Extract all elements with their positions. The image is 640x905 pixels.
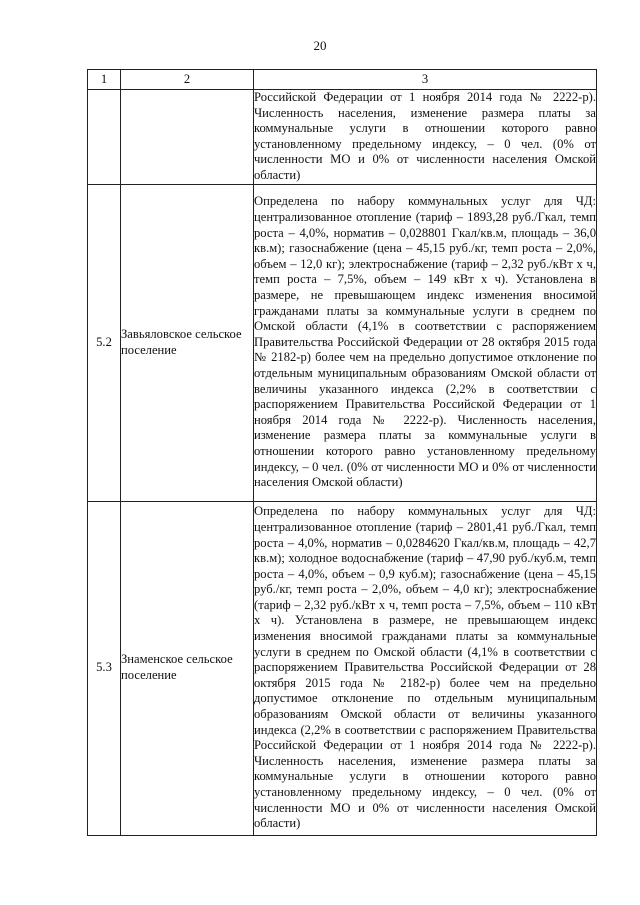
row-number-cell: 5.2 bbox=[88, 184, 121, 501]
description-text: Определена по набору коммунальных услуг для ЧД: централизованное отопление (тариф – 1893,28 руб./Гкал, темп роста – 4,0%, норматив – 0,028801 Гкал/кв.м, площадь – 36,0 кв.м); газоснабжение (цена – 45,15 руб./кг, темп роста – 2,0%, объем – 12,0 кг); электроснабжение (тариф – 2,32 руб./кВт х ч, темп роста – 7,5%, объем – 149 кВт х ч). Установлена в размере, не превышающем индекс изменения вносимой гражданами платы за коммунальные услуги в среднем по Омской области (4,1% в соответствии с распоряжением Правительства Российской Федерации от 28 октября 2015 года № 2182-р) более чем на предельно допустимое отклонение по отдельным муниципальным образованиям Омской области от величины указанного индекса (2,2% в соответствии с распоряжением Правительства Российской Федерации от 1 ноября 2014 года № 2222-р). Численность населения, изменение размера платы за коммунальные услуги в отношении которого равно установленному предельному индексу, – 0 чел. (0% от численности МО и 0% от численности населения Омской области) bbox=[254, 194, 596, 490]
column-header-description: 3 bbox=[254, 70, 597, 90]
description-cell bbox=[254, 184, 597, 501]
description-text: Определена по набору коммунальных услуг для ЧД: централизованное отопление (тариф – 2801,41 руб./Гкал, темп роста – 4,0%, норматив – 0,0284620 Гкал/кв.м, площадь – 42,7 кв.м); холодное водоснабжение (тариф – 47,90 руб./куб.м, темп роста – 4,0%, объем – 0,9 куб.м); газоснабжение (цена – 45,15 руб./кг, темп роста – 2,0%, объем – 4,0 кг); электроснабжение (тариф – 2,32 руб./кВт х ч, темп роста – 7,5%, объем – 110 кВт х ч). Установлена в размере, не превышающем индекс изменения вносимой гражданами платы за коммунальные услуги в среднем по Омской области (4,1% в соответствии с распоряжением Правительства Российской Федерации от 28 октября 2015 года № 2182-р) более чем на предельно допустимое отклонение по отдельным муниципальным образованиям Омской области от величины указанного индекса (2,2% в соответствии с распоряжением Правительства Российской Федерации от 1 ноября 2014 года № 2222-р). Численность населения, изменение размера платы за коммунальные услуги в отношении которого равно установленному предельному индексу, – 0 чел. (0% от численности МО и 0% от численности населения Омской области) bbox=[254, 504, 596, 831]
municipality-name-cell bbox=[121, 90, 254, 185]
column-header-number: 1 bbox=[88, 70, 121, 90]
municipality-name-cell: Знаменское сельское поселение bbox=[121, 501, 254, 835]
row-number-cell bbox=[88, 90, 121, 185]
description-cell bbox=[254, 90, 597, 185]
municipality-name-cell: Завьяловское сельское поселение bbox=[121, 184, 254, 501]
table-row bbox=[88, 184, 597, 501]
page-number: 20 bbox=[313, 38, 327, 53]
table-row bbox=[88, 90, 597, 185]
row-number-cell: 5.3 bbox=[88, 501, 121, 835]
column-header-name: 2 bbox=[121, 70, 254, 90]
description-text: Российской Федерации от 1 ноября 2014 года № 2222-р). Численность населения, изменение размера платы за коммунальные услуги в отношении которого равно установленному предельному индексу, – 0 чел. (0% от численности МО и 0% от численности населения Омской области) bbox=[254, 90, 596, 182]
description-cell bbox=[254, 501, 597, 835]
table-row bbox=[88, 501, 597, 835]
tariff-table bbox=[87, 69, 597, 836]
table-header-row bbox=[88, 70, 597, 90]
